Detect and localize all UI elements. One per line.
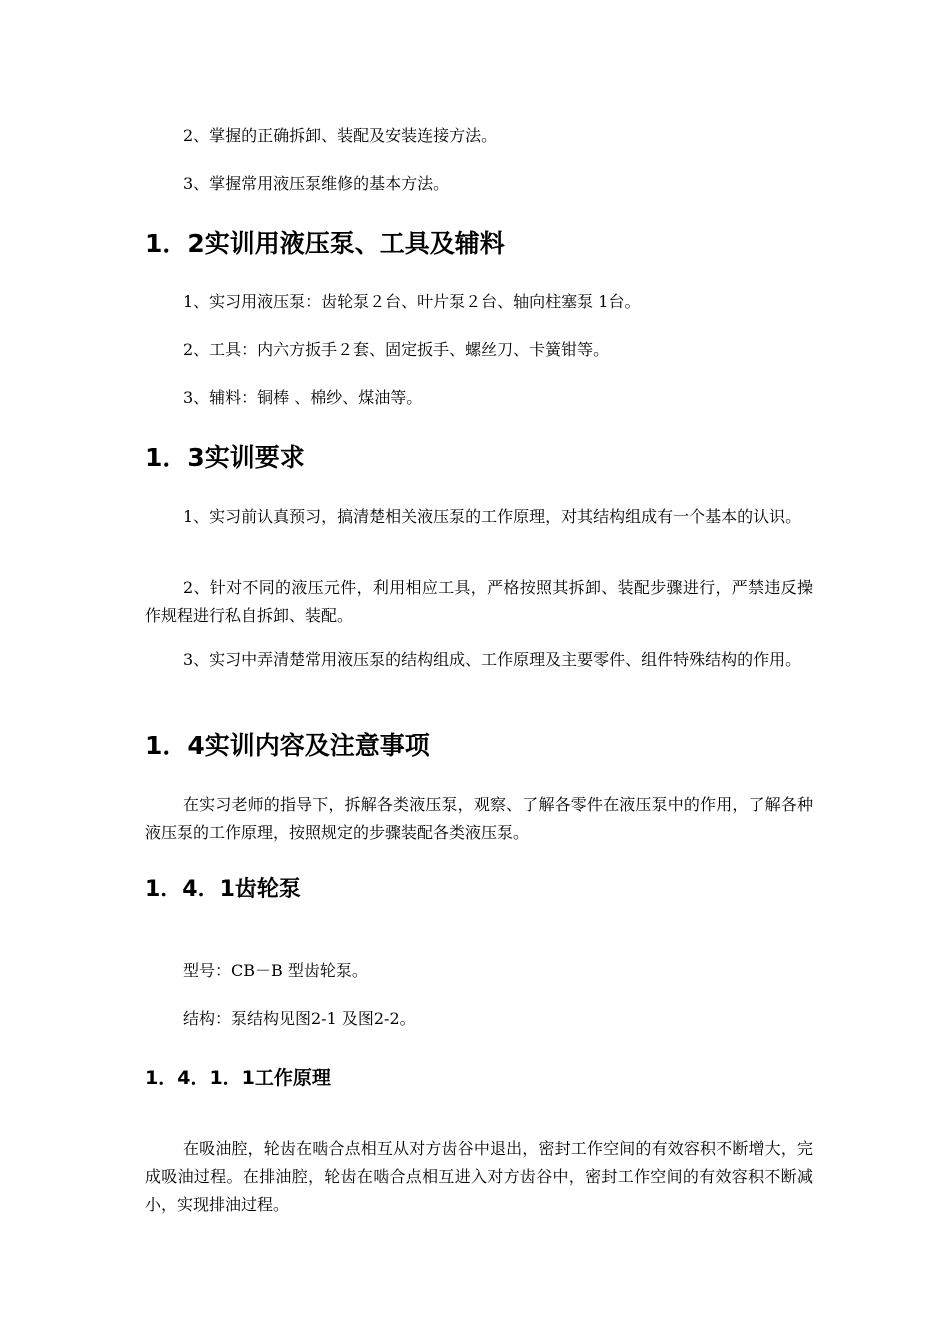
list-item: 3、辅料：铜棒 、棉纱、煤油等。 [183, 388, 423, 407]
requirement-paragraph-2: 2、针对不同的液压元件，利用相应工具，严格按照其拆卸、装配步骤进行，严禁违反操作规程进行私自拆卸、装配。 [145, 578, 813, 625]
pump-model: 型号：CB－B 型齿轮泵。 [183, 961, 368, 980]
section-heading-1-3: 1．3实训要求 [145, 443, 305, 472]
objective-item-3: 3、掌握常用液压泵维修的基本方法。 [183, 174, 450, 193]
requirement-paragraph-1: 1、实习前认真预习，搞清楚相关液压泵的工作原理，对其结构组成有一个基本的认识。 [183, 507, 802, 526]
section-heading-1-4: 1．4实训内容及注意事项 [145, 731, 430, 760]
pump-structure: 结构：泵结构见图2-1 及图2-2。 [183, 1009, 416, 1028]
section-heading-1-4-1: 1．4．1齿轮泵 [145, 877, 301, 902]
objective-item-2: 2、掌握的正确拆卸、装配及安装连接方法。 [183, 126, 498, 145]
section-heading-1-4-1-1: 1．4．1．1工作原理 [145, 1067, 331, 1089]
content-paragraph: 在实习老师的指导下，拆解各类液压泵，观察、了解各零件在液压泵中的作用，了解各种液压泵的工作原理，按照规定的步骤装配各类液压泵。 [145, 795, 813, 842]
requirement-paragraph-3: 3、实习中弄清楚常用液压泵的结构组成、工作原理及主要零件、组件特殊结构的作用。 [183, 650, 802, 669]
list-item: 2、工具：内六方扳手２套、固定扳手、螺丝刀、卡簧钳等。 [183, 340, 610, 359]
section-heading-1-2: 1．2实训用液压泵、工具及辅料 [145, 229, 505, 258]
list-item: 1、实习用液压泵：齿轮泵２台、叶片泵２台、轴向柱塞泵 1台。 [183, 292, 641, 311]
working-principle-paragraph: 在吸油腔，轮齿在啮合点相互从对方齿谷中退出，密封工作空间的有效容积不断增大，完成吸油过程。在排油腔，轮齿在啮合点相互进入对方齿谷中，密封工作空间的有效容积不断减小，实现排油过程。 [145, 1139, 813, 1214]
